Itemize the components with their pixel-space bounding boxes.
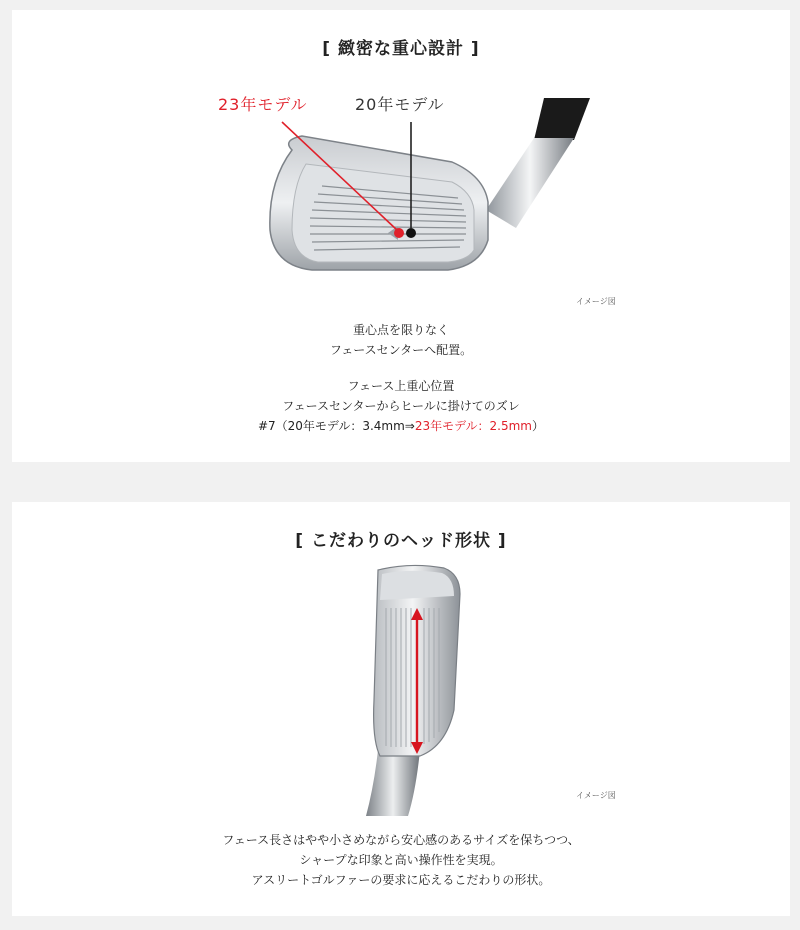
description-line: 重心点を限りなく (352, 323, 449, 337)
description-line: シャープな印象と高い操作性を実現。 (299, 853, 503, 867)
cog-detail (12, 376, 790, 436)
spec-highlight: 23年モデル：2.5mm (414, 419, 532, 433)
cog-description (12, 320, 790, 360)
iron-head-top-illustration (350, 560, 470, 816)
iron-head-face-illustration (252, 90, 652, 290)
description-line: フェース長さはやや小さめながら安心感のあるサイズを保ちつつ、 (222, 833, 580, 847)
spec-suffix: ） (532, 419, 545, 433)
spec-prefix: #7（20年モデル：3.4mm⇒ (257, 419, 415, 433)
label-23-model: 23年モデル (218, 95, 308, 114)
detail-line: フェースセンターからヒールに掛けてのズレ (282, 399, 520, 413)
image-caption: イメージ図 (576, 297, 616, 306)
description-line: アスリートゴルファーの要求に応えるこだわりの形状。 (251, 873, 551, 887)
label-20-model: 20年モデル (355, 95, 445, 114)
detail-line: フェース上重心位置 (347, 379, 455, 393)
image-caption: イメージ図 (576, 791, 616, 800)
section-title: [ こだわりのヘッド形状 ] (295, 531, 507, 551)
head-shape-description (12, 830, 790, 890)
cog-design-section (12, 10, 790, 462)
head-shape-section (12, 502, 790, 916)
section-title: [ 緻密な重心設計 ] (322, 39, 480, 59)
spec-line (12, 416, 790, 436)
description-line: フェースセンターへ配置。 (329, 343, 473, 357)
